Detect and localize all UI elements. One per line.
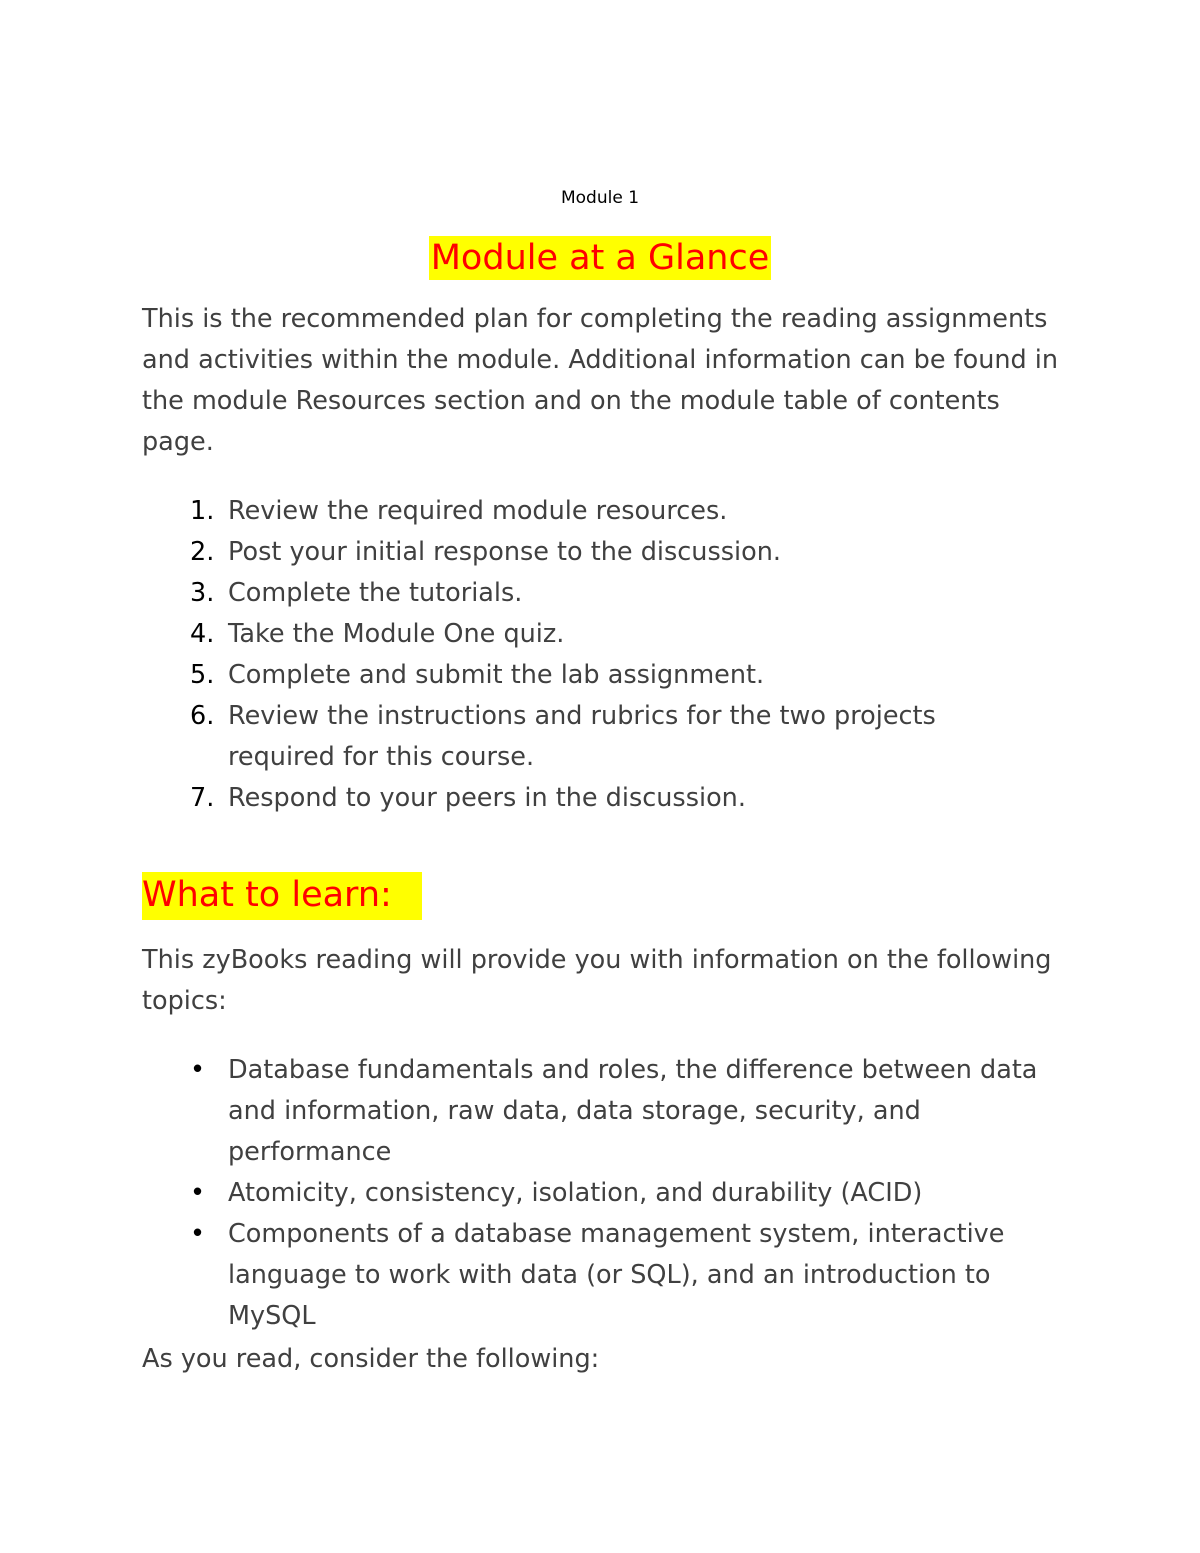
list-item-text: Review the instructions and rubrics for the two projects required for this course. bbox=[228, 701, 936, 772]
list-item-text: Database fundamentals and roles, the difference between data and information, raw data, data storage, security, and performance bbox=[228, 1055, 1038, 1167]
section-heading-text: What to learn: bbox=[142, 872, 422, 920]
list-item-number: 3. bbox=[190, 578, 215, 608]
list-item bbox=[142, 532, 1042, 573]
list-item-text: Review the required module resources. bbox=[228, 496, 728, 526]
list-item bbox=[142, 655, 1042, 696]
list-item bbox=[142, 491, 1042, 532]
list-item-text: Components of a database management system, interactive language to work with data (or SQL), and an introduction to MySQL bbox=[228, 1219, 1005, 1331]
section-intro-paragraph: This zyBooks reading will provide you with information on the following topics: bbox=[142, 945, 1052, 1016]
list-item-number: 4. bbox=[190, 619, 215, 649]
intro-paragraph: This is the recommended plan for completing the reading assignments and activities within the module. Additional information can be found in the module Resources section and on the module table of contents page. bbox=[142, 304, 1059, 457]
list-item-number: 1. bbox=[190, 496, 215, 526]
topics-list bbox=[142, 1050, 1062, 1337]
list-item-text: Respond to your peers in the discussion. bbox=[228, 783, 746, 813]
page-header: Module 1 bbox=[560, 188, 640, 208]
steps-list bbox=[142, 491, 1042, 819]
list-item-text: Complete the tutorials. bbox=[228, 578, 523, 608]
bullet-icon: • bbox=[190, 1219, 206, 1249]
list-item-number: 2. bbox=[190, 537, 215, 567]
bullet-icon: • bbox=[190, 1178, 206, 1208]
page-title-text: Module at a Glance bbox=[430, 238, 770, 278]
closing-paragraph: As you read, consider the following: bbox=[142, 1344, 600, 1374]
list-item bbox=[142, 1173, 1062, 1214]
list-item bbox=[142, 573, 1042, 614]
list-item-number: 5. bbox=[190, 660, 215, 690]
list-item-text: Complete and submit the lab assignment. bbox=[228, 660, 765, 690]
page-title bbox=[0, 236, 1200, 280]
list-item-number: 7. bbox=[190, 783, 215, 813]
list-item bbox=[142, 1050, 1062, 1173]
list-item-text: Post your initial response to the discussion. bbox=[228, 537, 781, 567]
section-heading bbox=[142, 872, 422, 920]
list-item-text: Take the Module One quiz. bbox=[228, 619, 565, 649]
bullet-icon: • bbox=[190, 1055, 206, 1085]
list-item bbox=[142, 778, 1042, 819]
list-item bbox=[142, 1214, 1062, 1337]
list-item-text: Atomicity, consistency, isolation, and durability (ACID) bbox=[228, 1178, 923, 1208]
list-item bbox=[142, 614, 1042, 655]
list-item-number: 6. bbox=[190, 701, 215, 731]
list-item bbox=[142, 696, 1042, 778]
